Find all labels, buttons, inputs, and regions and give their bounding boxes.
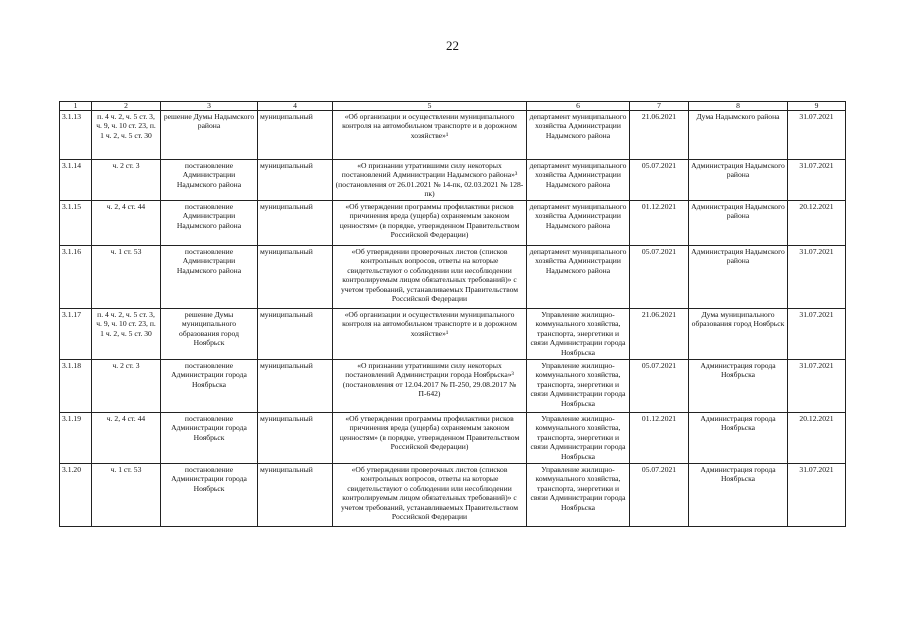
responsible-body: департамент муниципального хозяйства Администрации Надымского района (527, 160, 630, 201)
responsible-body: Управление жилищно-коммунального хозяйства, транспорта, энергетики и связи Администрации города Ноябрьска (527, 413, 630, 464)
column-number: 8 (689, 102, 788, 111)
document-title: «О признании утратившими силу некоторых постановлений Администрации Надымского района»³ (постановления от 26.01.2021 № 14-пк, 02.03.2021 № 128-пк) (333, 160, 527, 201)
level: муниципальный (258, 160, 333, 201)
row-number: 3.1.17 (60, 309, 92, 360)
column-number: 9 (788, 102, 846, 111)
article-ref: п. 4 ч. 2, ч. 5 ст. 3, ч. 9, ч. 10 ст. 23, п. 1 ч. 2, ч. 5 ст. 30 (92, 309, 161, 360)
deadline-date: 31.07.2021 (788, 246, 846, 309)
level: муниципальный (258, 360, 333, 413)
level: муниципальный (258, 309, 333, 360)
row-number: 3.1.16 (60, 246, 92, 309)
adoption-date: 01.12.2021 (630, 201, 689, 246)
table-row (60, 160, 846, 201)
table-row (60, 413, 846, 464)
column-number: 3 (161, 102, 258, 111)
deadline-date: 20.12.2021 (788, 413, 846, 464)
document-title: «Об утверждении проверочных листов (списков контрольных вопросов, ответы на которые свидетельствуют о соблюдении или несоблюдении контролируемым лицом обязательных требований)» с учетом требований, устанавливаемых Правительством Российской Федерации (333, 246, 527, 309)
responsible-body: департамент муниципального хозяйства Администрации Надымского района (527, 246, 630, 309)
adoption-date: 05.07.2021 (630, 360, 689, 413)
column-number-row (60, 102, 846, 111)
document-type: решение Думы муниципального образования город Ноябрьск (161, 309, 258, 360)
column-number: 2 (92, 102, 161, 111)
adoption-date: 01.12.2021 (630, 413, 689, 464)
document-title: «Об утверждении проверочных листов (списков контрольных вопросов, ответы на которые свидетельствуют о соблюдении или несоблюдении контролируемым лицом обязательных требований)» с учетом требований, устанавливаемых Правительством Российской Федерации (333, 464, 527, 527)
column-number: 6 (527, 102, 630, 111)
adopting-body: Администрация города Ноябрьска (689, 413, 788, 464)
adopting-body: Администрация Надымского района (689, 246, 788, 309)
adoption-date: 05.07.2021 (630, 246, 689, 309)
document-type: постановление Администрации Надымского района (161, 246, 258, 309)
row-number: 3.1.15 (60, 201, 92, 246)
article-ref: ч. 2, 4 ст. 44 (92, 413, 161, 464)
adoption-date: 21.06.2021 (630, 309, 689, 360)
document-title: «О признании утратившими силу некоторых постановлений Администрации города Ноябрьска»³ (постановления от 12.04.2017 № П-250, 29.08.2017 № П-642) (333, 360, 527, 413)
adoption-date: 05.07.2021 (630, 464, 689, 527)
document-type: постановление Администрации города Ноябрьск (161, 464, 258, 527)
deadline-date: 31.07.2021 (788, 360, 846, 413)
table-row (60, 246, 846, 309)
level: муниципальный (258, 413, 333, 464)
deadline-date: 20.12.2021 (788, 201, 846, 246)
table-row (60, 464, 846, 527)
document-type: решение Думы Надымского района (161, 111, 258, 160)
adoption-date: 21.06.2021 (630, 111, 689, 160)
row-number: 3.1.20 (60, 464, 92, 527)
level: муниципальный (258, 464, 333, 527)
adoption-date: 05.07.2021 (630, 160, 689, 201)
column-number: 7 (630, 102, 689, 111)
table-row (60, 111, 846, 160)
deadline-date: 31.07.2021 (788, 111, 846, 160)
responsible-body: департамент муниципального хозяйства Администрации Надымского района (527, 111, 630, 160)
deadline-date: 31.07.2021 (788, 309, 846, 360)
row-number: 3.1.19 (60, 413, 92, 464)
table-row (60, 360, 846, 413)
adopting-body: Администрация Надымского района (689, 160, 788, 201)
column-number: 5 (333, 102, 527, 111)
responsible-body: Управление жилищно-коммунального хозяйства, транспорта, энергетики и связи Администрации города Ноябрьска (527, 309, 630, 360)
article-ref: п. 4 ч. 2, ч. 5 ст. 3, ч. 9, ч. 10 ст. 23, п. 1 ч. 2, ч. 5 ст. 30 (92, 111, 161, 160)
adopting-body: Администрация города Ноябрьска (689, 360, 788, 413)
document-title: «Об утверждении программы профилактики рисков причинения вреда (ущерба) охраняемым законом ценностям» (в порядке, утвержденном Правительством Российской Федерации) (333, 201, 527, 246)
row-number: 3.1.13 (60, 111, 92, 160)
column-number: 4 (258, 102, 333, 111)
adopting-body: Дума муниципального образования город Ноябрьск (689, 309, 788, 360)
article-ref: ч. 2, 4 ст. 44 (92, 201, 161, 246)
document-type: постановление Администрации Надымского района (161, 201, 258, 246)
article-ref: ч. 2 ст. 3 (92, 360, 161, 413)
level: муниципальный (258, 246, 333, 309)
adopting-body: Дума Надымского района (689, 111, 788, 160)
deadline-date: 31.07.2021 (788, 160, 846, 201)
column-number: 1 (60, 102, 92, 111)
table-row (60, 201, 846, 246)
document-type: постановление Администрации Надымского района (161, 160, 258, 201)
document-type: постановление Администрации города Ноябрьск (161, 413, 258, 464)
document-type: постановление Администрации города Ноябрьска (161, 360, 258, 413)
deadline-date: 31.07.2021 (788, 464, 846, 527)
responsible-body: Управление жилищно-коммунального хозяйства, транспорта, энергетики и связи Администрации города Ноябрьска (527, 464, 630, 527)
row-number: 3.1.14 (60, 160, 92, 201)
row-number: 3.1.18 (60, 360, 92, 413)
page-number: 22 (446, 38, 459, 53)
responsible-body: департамент муниципального хозяйства Администрации Надымского района (527, 201, 630, 246)
document-title: «Об организации и осуществлении муниципального контроля на автомобильном транспорте и в дорожном хозяйстве»¹ (333, 309, 527, 360)
article-ref: ч. 2 ст. 3 (92, 160, 161, 201)
level: муниципальный (258, 201, 333, 246)
document-title: «Об организации и осуществлении муниципального контроля на автомобильном транспорте и в дорожном хозяйстве»¹ (333, 111, 527, 160)
adopting-body: Администрация города Ноябрьска (689, 464, 788, 527)
document-title: «Об утверждении программы профилактики рисков причинения вреда (ущерба) охраняемым законом ценностям» (в порядке, утвержденном Правительством Российской Федерации) (333, 413, 527, 464)
article-ref: ч. 1 ст. 53 (92, 246, 161, 309)
document-table (59, 101, 846, 527)
level: муниципальный (258, 111, 333, 160)
table-row (60, 309, 846, 360)
responsible-body: Управление жилищно-коммунального хозяйства, транспорта, энергетики и связи Администрации города Ноябрьска (527, 360, 630, 413)
article-ref: ч. 1 ст. 53 (92, 464, 161, 527)
adopting-body: Администрация Надымского района (689, 201, 788, 246)
